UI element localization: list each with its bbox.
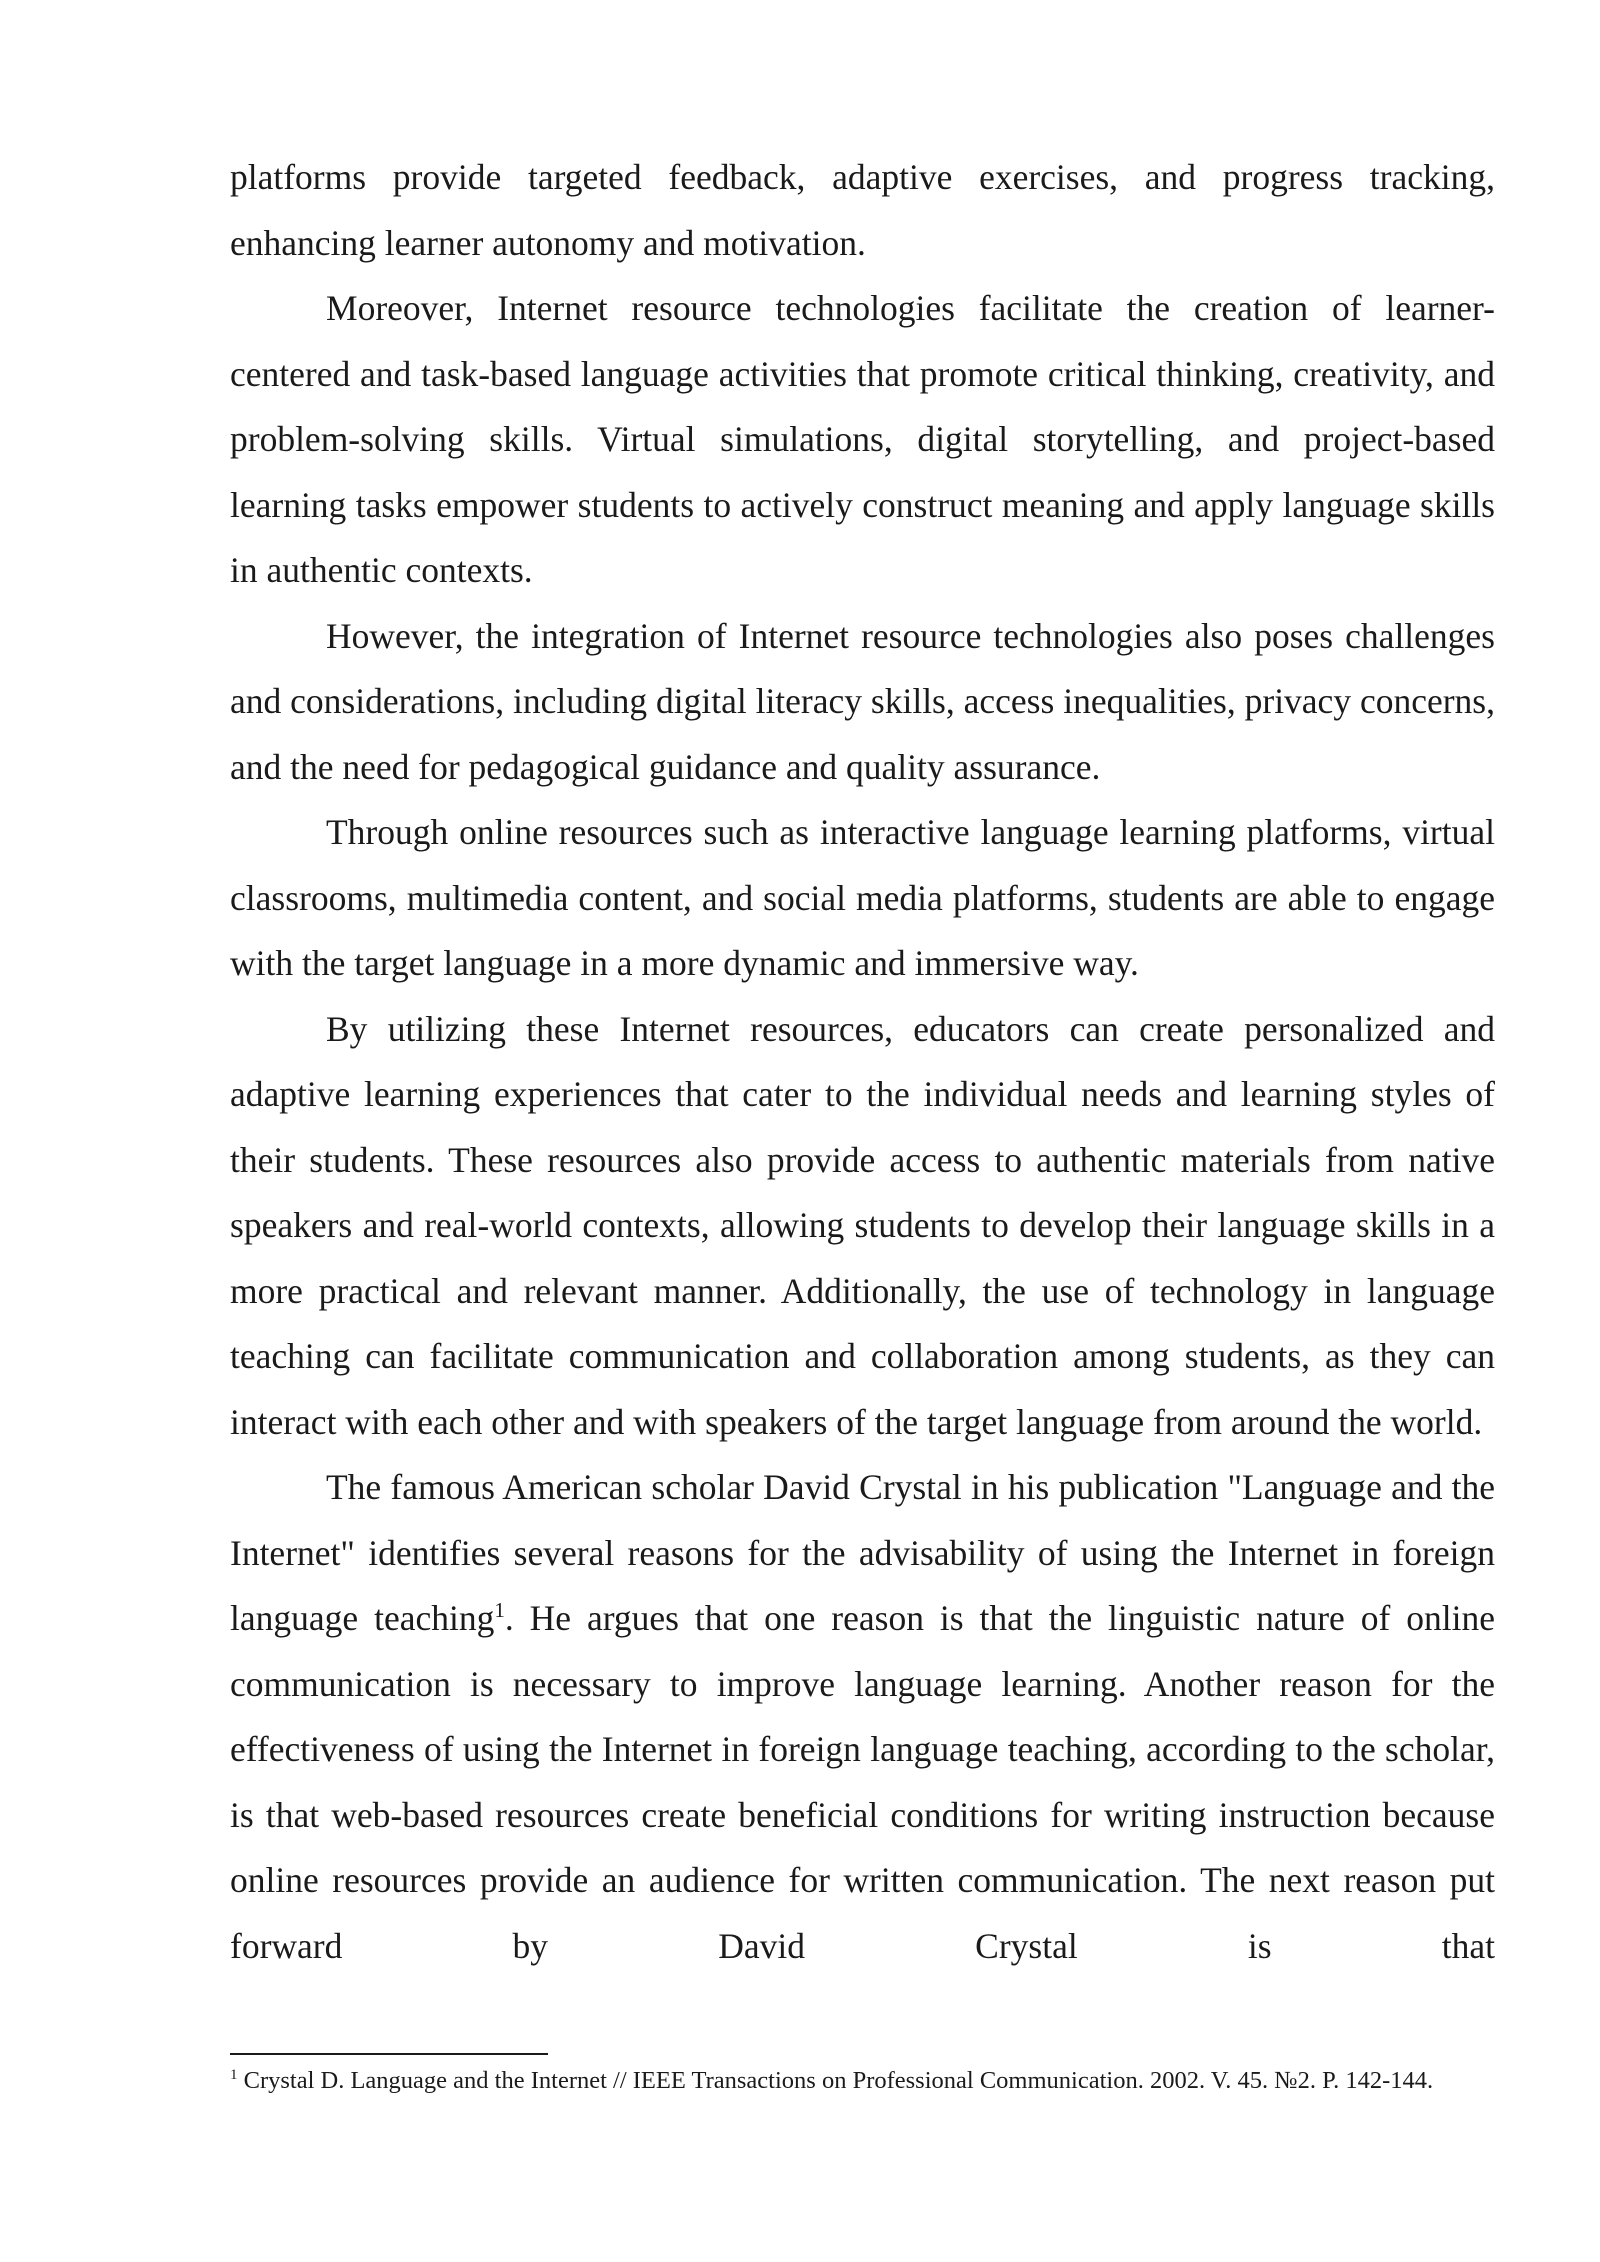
document-body: [230, 145, 1495, 1979]
paragraph-1: platforms provide targeted feedback, adaptive exercises, and progress tracking, enhancing learner autonomy and motivation.: [230, 157, 1495, 263]
paragraph-6: [230, 1455, 1495, 1979]
paragraph-2: Moreover, Internet resource technologies facilitate the creation of learner-centered and task-based language activities that promote critical thinking, creativity, and problem-solving skills. Virtual simulations, digital storytelling, and project-based learning tasks empower students to actively construct meaning and apply language skills in authentic contexts.: [230, 288, 1495, 590]
paragraph-6-text-end: . He argues that one reason is that the linguistic nature of online communication is necessary to improve language learning. Another reason for the effectiveness of using the Internet in foreign language teaching, according to the scholar, is that web-based resources create beneficial conditions for writing instruction because online resources provide an audience for written communication. The next reason put forward by David Crystal is that: [230, 1598, 1495, 1966]
paragraph-6-text-start: The famous American scholar David Crystal in his publication "Language and the Internet" identifies several reasons for the advisability of using the Internet in foreign language teaching: [230, 1467, 1495, 1638]
footnote-mark: 1: [230, 2066, 238, 2083]
paragraph-5: By utilizing these Internet resources, educators can create personalized and adaptive learning experiences that cater to the individual needs and learning styles of their students. These resources also provide access to authentic materials from native speakers and real-world contexts, allowing students to develop their language skills in a more practical and relevant manner. Additionally, the use of technology in language teaching can facilitate communication and collaboration among students, as they can interact with each other and with speakers of the target language from around the world.: [230, 1008, 1495, 1442]
paragraph-4: Through online resources such as interactive language learning platforms, virtual classrooms, multimedia content, and social media platforms, students are able to engage with the target language in a more dynamic and immersive way.: [230, 812, 1495, 983]
paragraph-3: However, the integration of Internet resource technologies also poses challenges and considerations, including digital literacy skills, access inequalities, privacy concerns, and the need for pedagogical guidance and quality assurance.: [230, 615, 1495, 787]
footnote-reference-mark[interactable]: 1: [494, 1598, 505, 1623]
footnote: [230, 2064, 1495, 2098]
footnote-separator: [230, 2053, 548, 2055]
footnote-text: Crystal D. Language and the Internet // IEEE Transactions on Professional Communication. 2002. V. 45. №2. P. 142-144.: [237, 2067, 1434, 2094]
